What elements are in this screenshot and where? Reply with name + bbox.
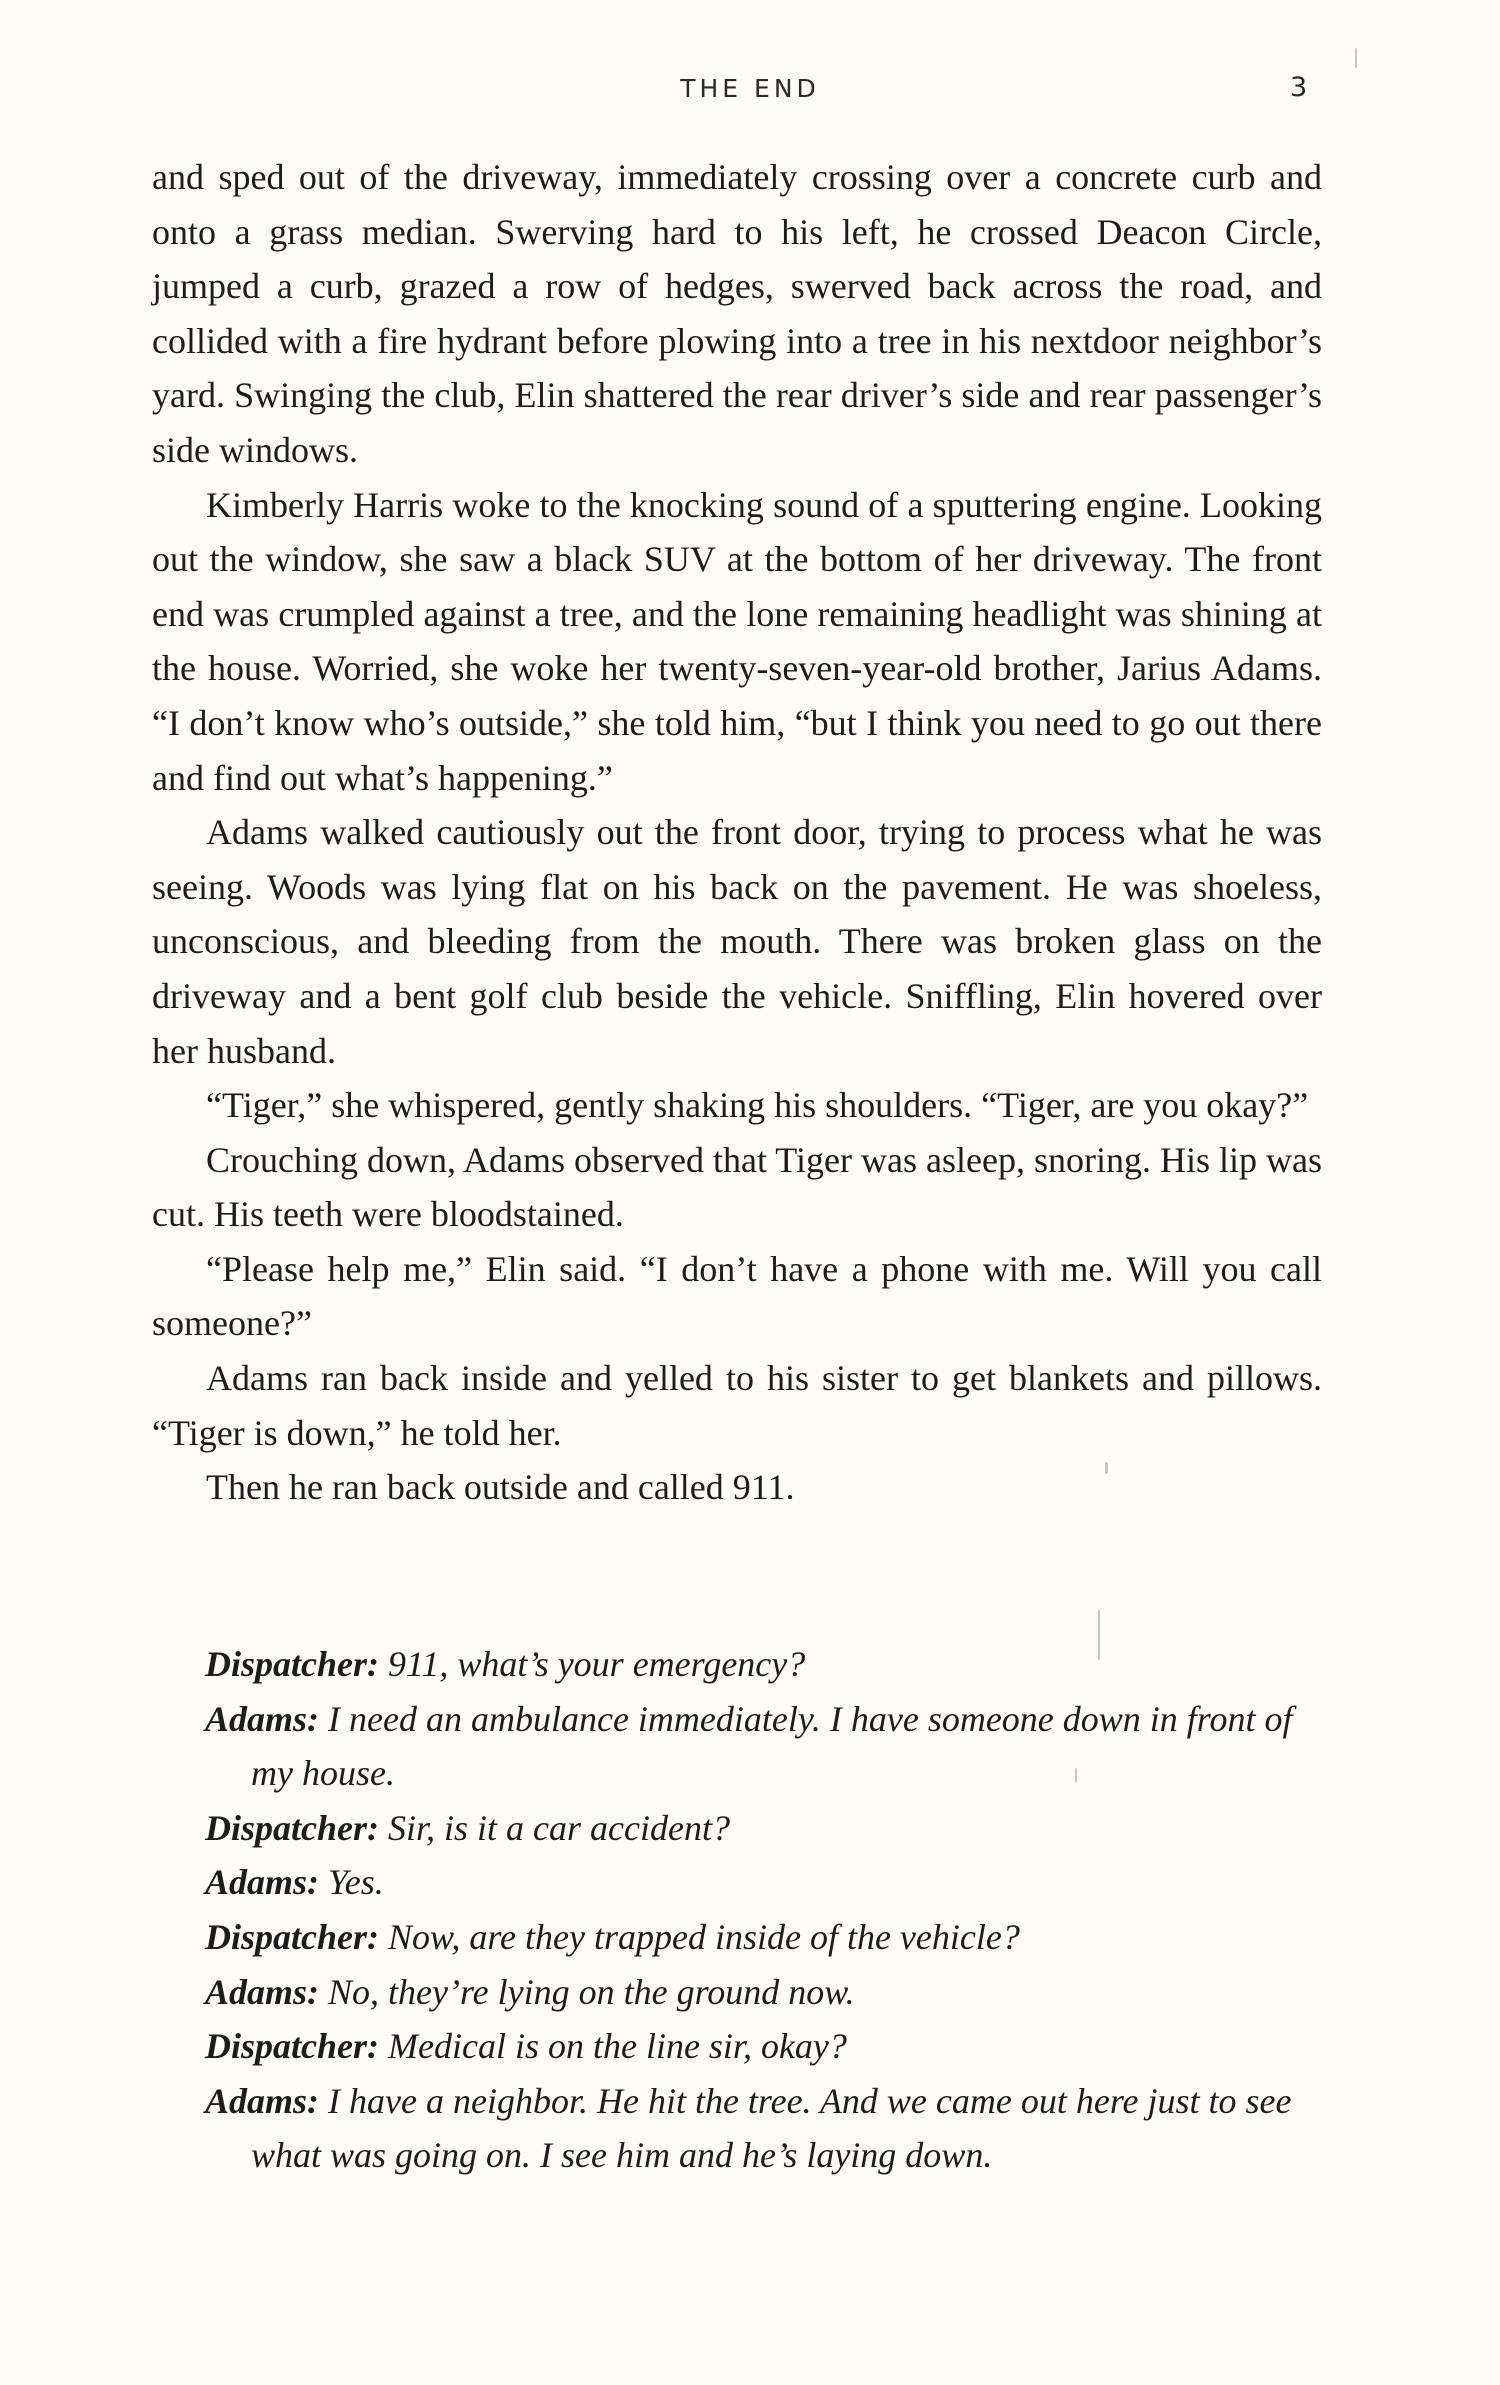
paragraph-1: and sped out of the driveway, immediately crossing over a concrete curb and onto a grass median. Swerving hard to his left, he crossed Deacon Circle, jumped a curb, grazed a row of hedges, swerved back across the road, and collided with a fire hydrant before plowing into a tree in his nextdoor neighbor’s yard. Swinging the club, Elin shattered the rear driver’s side and rear passenger’s side windows. xyxy=(152,157,1322,470)
transcript-text: 911, what’s your emergency? xyxy=(388,1644,806,1684)
transcript-text: Medical is on the line sir, okay? xyxy=(388,2026,847,2067)
paragraph-2: Kimberly Harris woke to the knocking sound of a sputtering engine. Looking out the window, she saw a black SUV at the bottom of her driveway. The front end was crumpled against a tree, and the lone remaining headlight was shining at the house. Worried, she woke her twenty-seven-year-old brother, Jarius Adams. “I don’t know who’s outside,” she told him, “but I think you need to go out there and find out what’s happening.” xyxy=(152,484,1322,798)
speaker-label: Adams: xyxy=(205,1698,320,1739)
paragraph-6: “Please help me,” Elin said. “I don’t have a phone with me. Will you call someone?” xyxy=(152,1248,1322,1344)
transcript-text: Sir, is it a car accident? xyxy=(388,1807,730,1848)
speaker-label: Dispatcher: xyxy=(205,1807,379,1848)
transcript-text: Yes. xyxy=(328,1862,384,1903)
transcript-line xyxy=(205,1965,1325,2020)
transcript-line xyxy=(205,1801,1325,1856)
transcript-line xyxy=(205,1855,1325,1910)
speaker-label: Dispatcher: xyxy=(205,1916,379,1957)
body-text xyxy=(152,150,1322,1515)
running-head xyxy=(0,70,1500,110)
paragraph-5: Crouching down, Adams observed that Tiger was asleep, snoring. His lip was cut. His teeth were bloodstained. xyxy=(152,1139,1322,1235)
speaker-label: Dispatcher: xyxy=(205,2026,379,2067)
speaker-label: Dispatcher: xyxy=(205,1644,379,1684)
paragraph-8: Then he ran back outside and called 911. xyxy=(206,1467,795,1508)
transcript-line xyxy=(205,1692,1325,1801)
page-number: 3 xyxy=(1290,72,1308,103)
call-transcript xyxy=(205,1637,1325,2183)
paragraph-7: Adams ran back inside and yelled to his sister to get blankets and pillows. “Tiger is down,” he told her. xyxy=(152,1358,1322,1453)
transcript-line xyxy=(205,1910,1325,1965)
transcript-text: I have a neighbor. He hit the tree. And we came out here just to see what was going on. I see him and he’s laying down. xyxy=(251,2080,1292,2176)
paragraph-3: Adams walked cautiously out the front door, trying to process what he was seeing. Woods was lying flat on his back on the pavement. He was shoeless, unconscious, and bleeding from the mouth. There was broken glass on the driveway and a bent golf club beside the vehicle. Sniffling, Elin hovered over her husband. xyxy=(152,812,1322,1071)
transcript-line xyxy=(205,2074,1325,2183)
scan-speck xyxy=(1105,1462,1108,1474)
transcript-line xyxy=(205,1637,1325,1692)
scan-speck xyxy=(1075,1768,1077,1782)
paragraph-4: “Tiger,” she whispered, gently shaking his shoulders. “Tiger, are you okay?” xyxy=(206,1085,1309,1126)
speaker-label: Adams: xyxy=(205,2080,320,2121)
running-title: THE END xyxy=(680,74,820,103)
scan-speck xyxy=(1355,48,1357,68)
speaker-label: Adams: xyxy=(205,1971,320,2012)
scan-speck xyxy=(1098,1610,1100,1660)
transcript-text: Now, are they trapped inside of the vehicle? xyxy=(388,1916,1020,1957)
transcript-line xyxy=(205,2019,1325,2074)
speaker-label: Adams: xyxy=(205,1862,320,1903)
transcript-text: I need an ambulance immediately. I have someone down in front of my house. xyxy=(251,1698,1293,1794)
transcript-text: No, they’re lying on the ground now. xyxy=(328,1971,855,2012)
